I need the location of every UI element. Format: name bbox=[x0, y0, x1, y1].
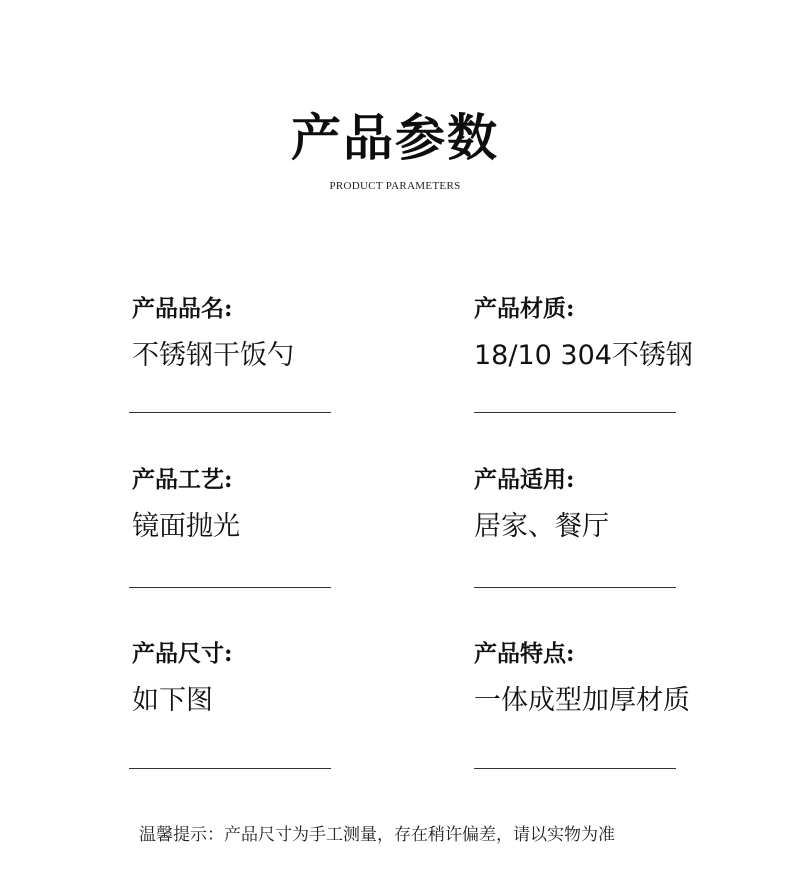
divider bbox=[474, 587, 676, 588]
page-subtitle: PRODUCT PARAMETERS bbox=[329, 180, 461, 192]
param-label: 产品适用: bbox=[474, 466, 575, 493]
divider bbox=[129, 587, 331, 588]
param-value: 不锈钢干饭勺 bbox=[132, 340, 294, 371]
param-label: 产品工艺: bbox=[132, 466, 233, 493]
param-value: 18/10 304不锈钢 bbox=[474, 340, 693, 371]
param-label: 产品材质: bbox=[474, 295, 575, 322]
footer-note: 温馨提示：产品尺寸为手工测量，存在稍许偏差，请以实物为准 bbox=[139, 825, 615, 845]
param-value: 如下图 bbox=[132, 685, 213, 716]
param-label: 产品品名: bbox=[132, 295, 233, 322]
divider bbox=[129, 768, 331, 769]
divider bbox=[474, 412, 676, 413]
page-title: 产品参数 bbox=[291, 108, 499, 167]
divider bbox=[474, 768, 676, 769]
param-label: 产品特点: bbox=[474, 640, 575, 667]
param-value: 一体成型加厚材质 bbox=[474, 685, 690, 716]
param-label: 产品尺寸: bbox=[132, 640, 233, 667]
divider bbox=[129, 412, 331, 413]
param-value: 镜面抛光 bbox=[132, 511, 240, 542]
param-value: 居家、餐厅 bbox=[474, 511, 609, 542]
